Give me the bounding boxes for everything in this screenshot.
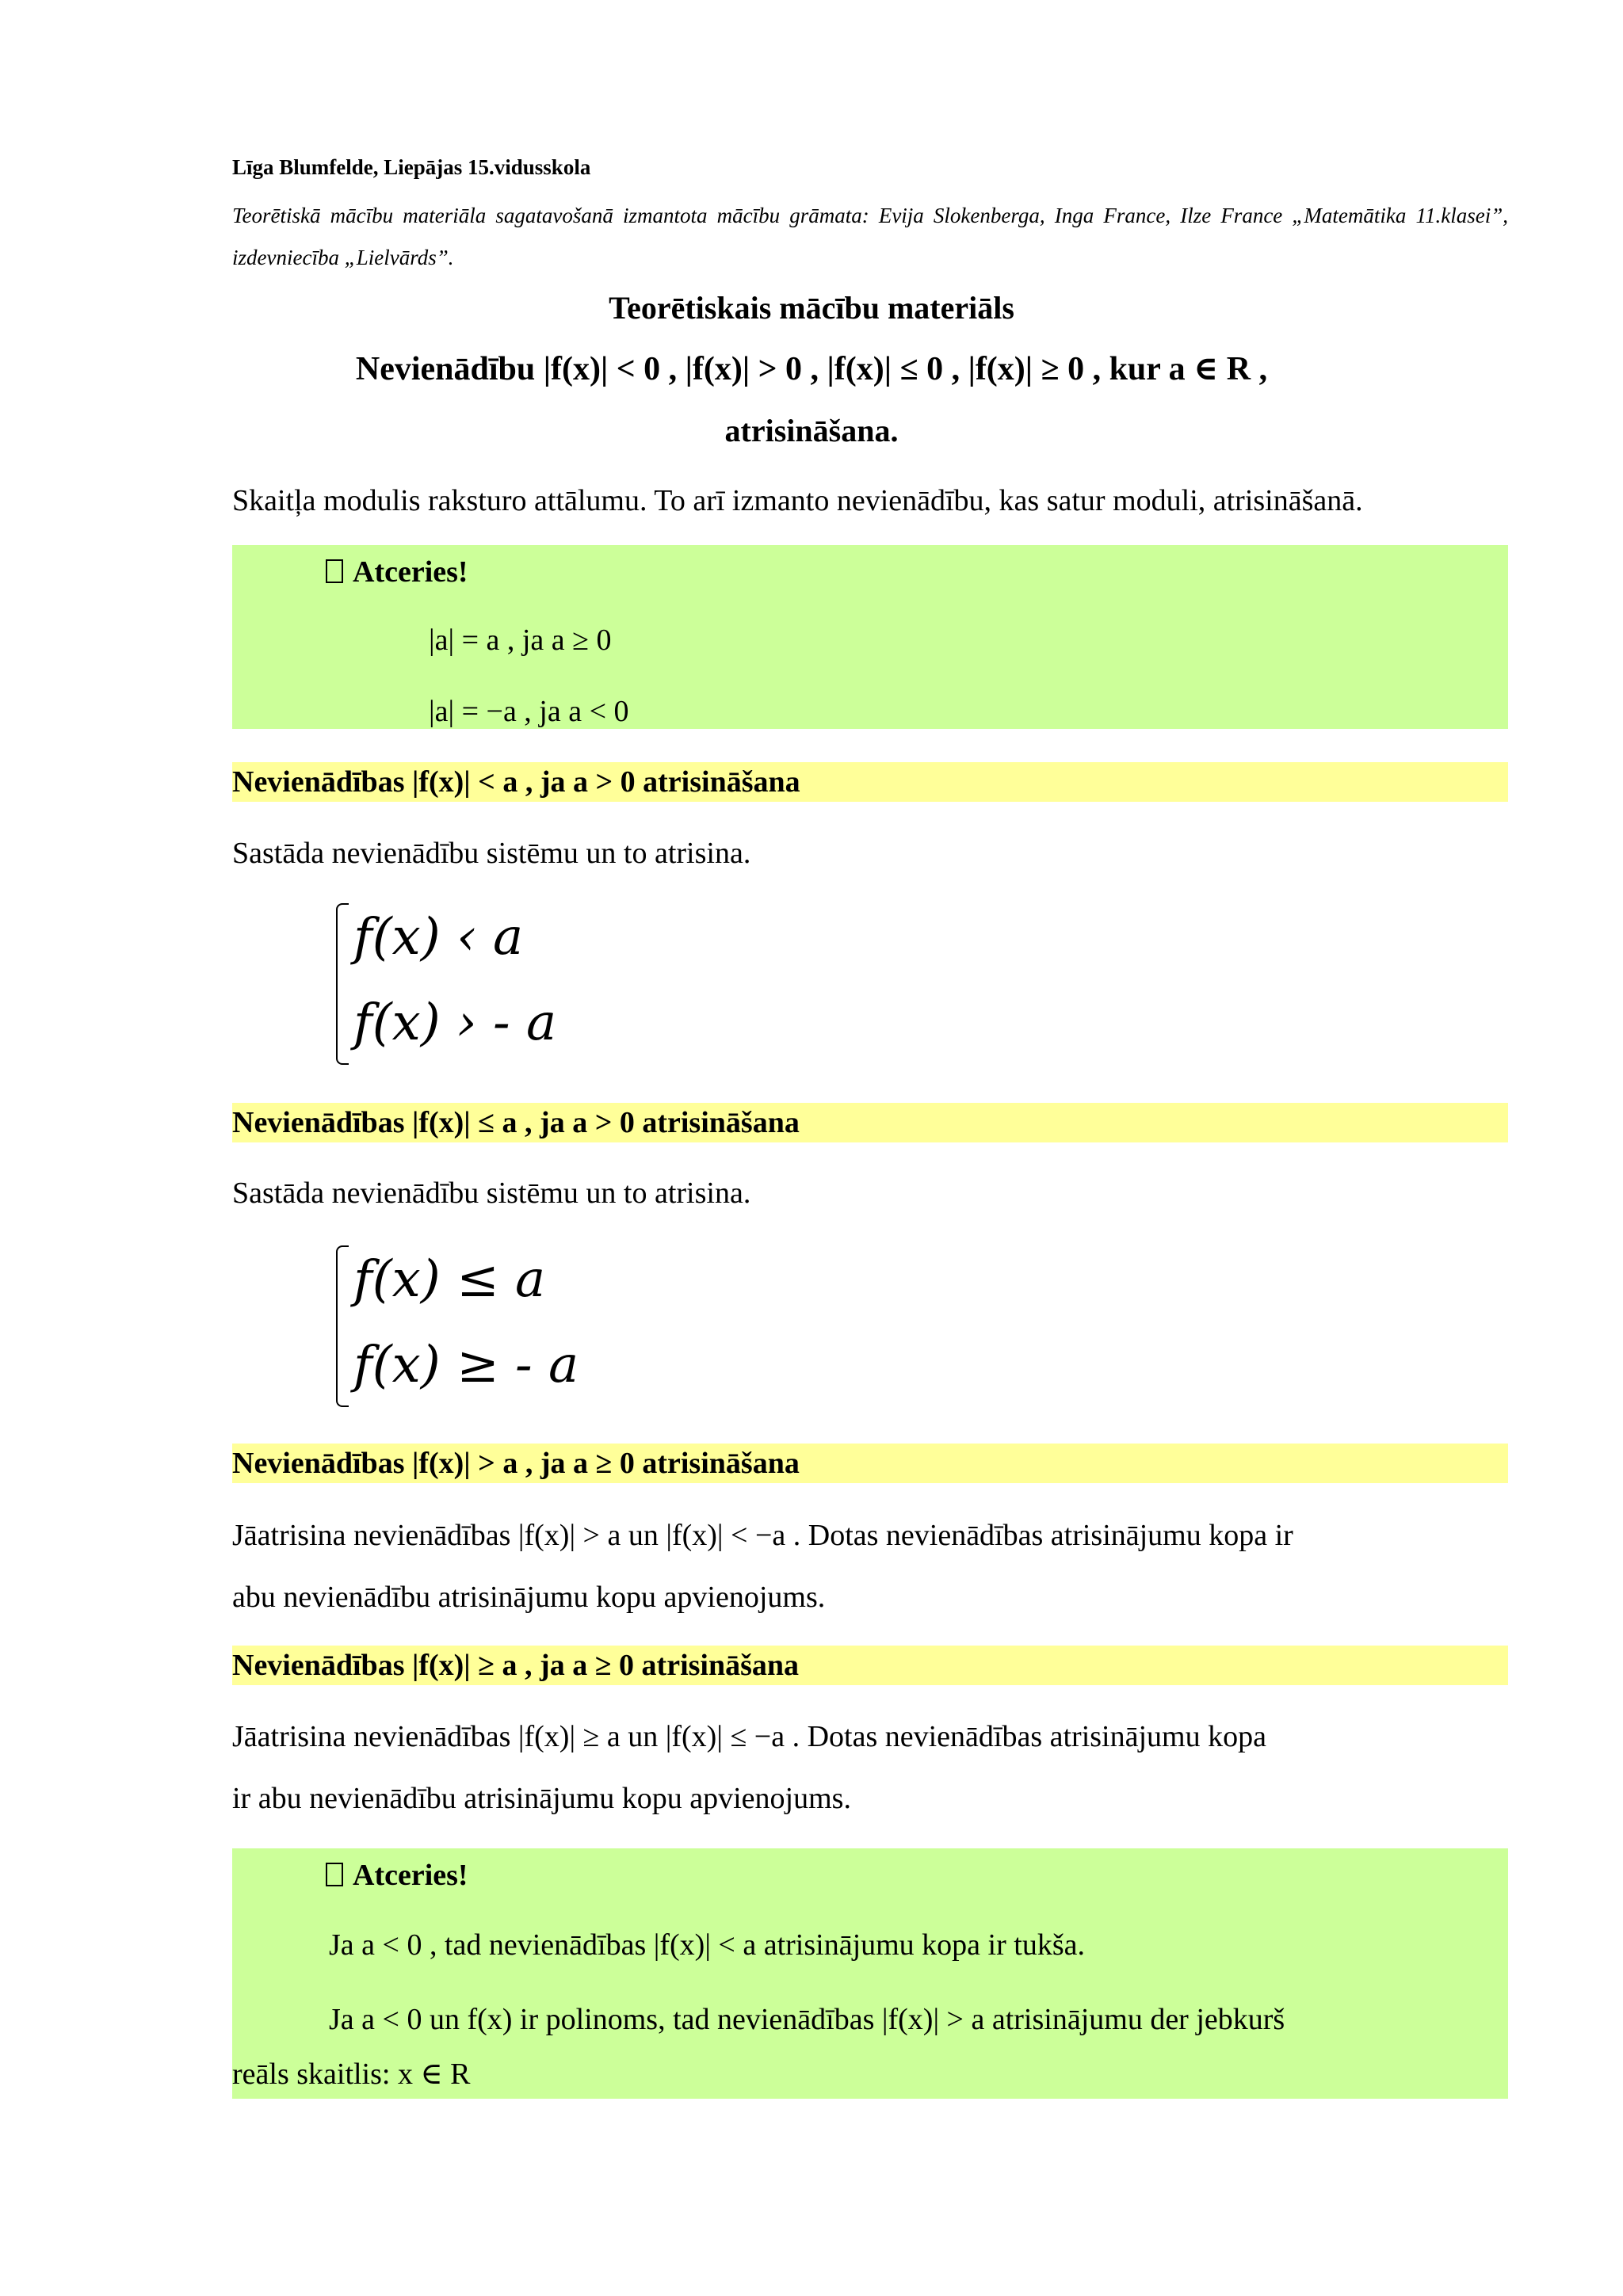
system-1-eq-2: f(x) › - a — [353, 994, 557, 1052]
inequality-system-2 — [336, 1245, 621, 1404]
system-1-eq-1: f(x) ‹ a — [353, 908, 524, 967]
page-subtitle-end: atrisināšana. — [724, 413, 899, 448]
section-heading-3: Nevienādības |f(x)| > a , ja a ≥ 0 atrisināšana — [232, 1444, 1508, 1483]
empty-set-rule: Ja a < 0 , tad nevienādības |f(x)| < a atrisinājumu kopa ir tukša. — [329, 1928, 1085, 1962]
inequality-system-1 — [336, 903, 621, 1062]
brace-icon — [336, 903, 349, 1065]
checkbox-icon — [326, 559, 343, 583]
section-heading-1: Nevienādības |f(x)| < a , ja a > 0 atrisināšana — [232, 762, 1508, 802]
all-reals-rule: Ja a < 0 un f(x) ir polinoms, tad nevienādības |f(x)| > a atrisinājumu der jebkurš — [329, 2003, 1285, 2036]
system-2-eq-1: f(x) ≤ a — [353, 1250, 546, 1309]
section-heading-4: Nevienādības |f(x)| ≥ a , ja a ≥ 0 atrisināšana — [232, 1646, 1508, 1685]
page-subtitle: Nevienādību |f(x)| < 0 , |f(x)| > 0 , |f(x)| ≤ 0 , |f(x)| ≥ 0 , kur a ∈ R , — [355, 351, 1268, 387]
page-title: Teorētiskais mācību materiāls — [609, 290, 1014, 326]
modulus-rule-2: |a| = −a , ja a < 0 — [429, 695, 629, 728]
remember-heading-1 — [326, 555, 468, 589]
section-text-3b: abu nevienādību atrisinājumu kopu apvienojums. — [232, 1581, 826, 1614]
remember-box-1 — [232, 545, 1508, 729]
author-line: Līga Blumfelde, Liepājas 15.vidusskola — [232, 155, 591, 179]
section-text-4b: ir abu nevienādību atrisinājumu kopu apvienojums. — [232, 1782, 851, 1815]
source-note: Teorētiskā mācību materiāla sagatavošanā izmantota mācību grāmata: Evija Slokenberga, Inga France, Ilze France „Matemātika 11.klasei”, izdevniecība „Lielvārds”. — [232, 204, 1508, 269]
system-2-eq-2: f(x) ≥ - a — [353, 1336, 579, 1394]
brace-icon — [336, 1245, 349, 1407]
modulus-rule-1: |a| = a , ja a ≥ 0 — [429, 624, 612, 657]
section-text-2: Sastāda nevienādību sistēmu un to atrisina. — [232, 1177, 751, 1210]
remember-heading-2 — [326, 1858, 468, 1893]
remember-heading-text-1: Atceries! — [353, 555, 468, 589]
intro-text: Skaitļa modulis raksturo attālumu. To arī izmanto nevienādību, kas satur moduli, atrisināšanā. — [232, 484, 1363, 517]
remember-box-2 — [232, 1848, 1508, 2099]
section-heading-2: Nevienādības |f(x)| ≤ a , ja a > 0 atrisināšana — [232, 1103, 1508, 1142]
remember-heading-text-2: Atceries! — [353, 1859, 468, 1892]
section-text-3a: Jāatrisina nevienādības |f(x)| > a un |f(x)| < −a . Dotas nevienādības atrisinājumu kopa ir — [232, 1519, 1293, 1552]
section-text-1: Sastāda nevienādību sistēmu un to atrisina. — [232, 837, 751, 870]
section-text-4a: Jāatrisina nevienādības |f(x)| ≥ a un |f(x)| ≤ −a . Dotas nevienādības atrisinājumu kopa — [232, 1720, 1266, 1753]
all-reals-rule-end: reāls skaitlis: x ∈ R — [232, 2058, 471, 2091]
checkbox-icon — [326, 1863, 343, 1886]
